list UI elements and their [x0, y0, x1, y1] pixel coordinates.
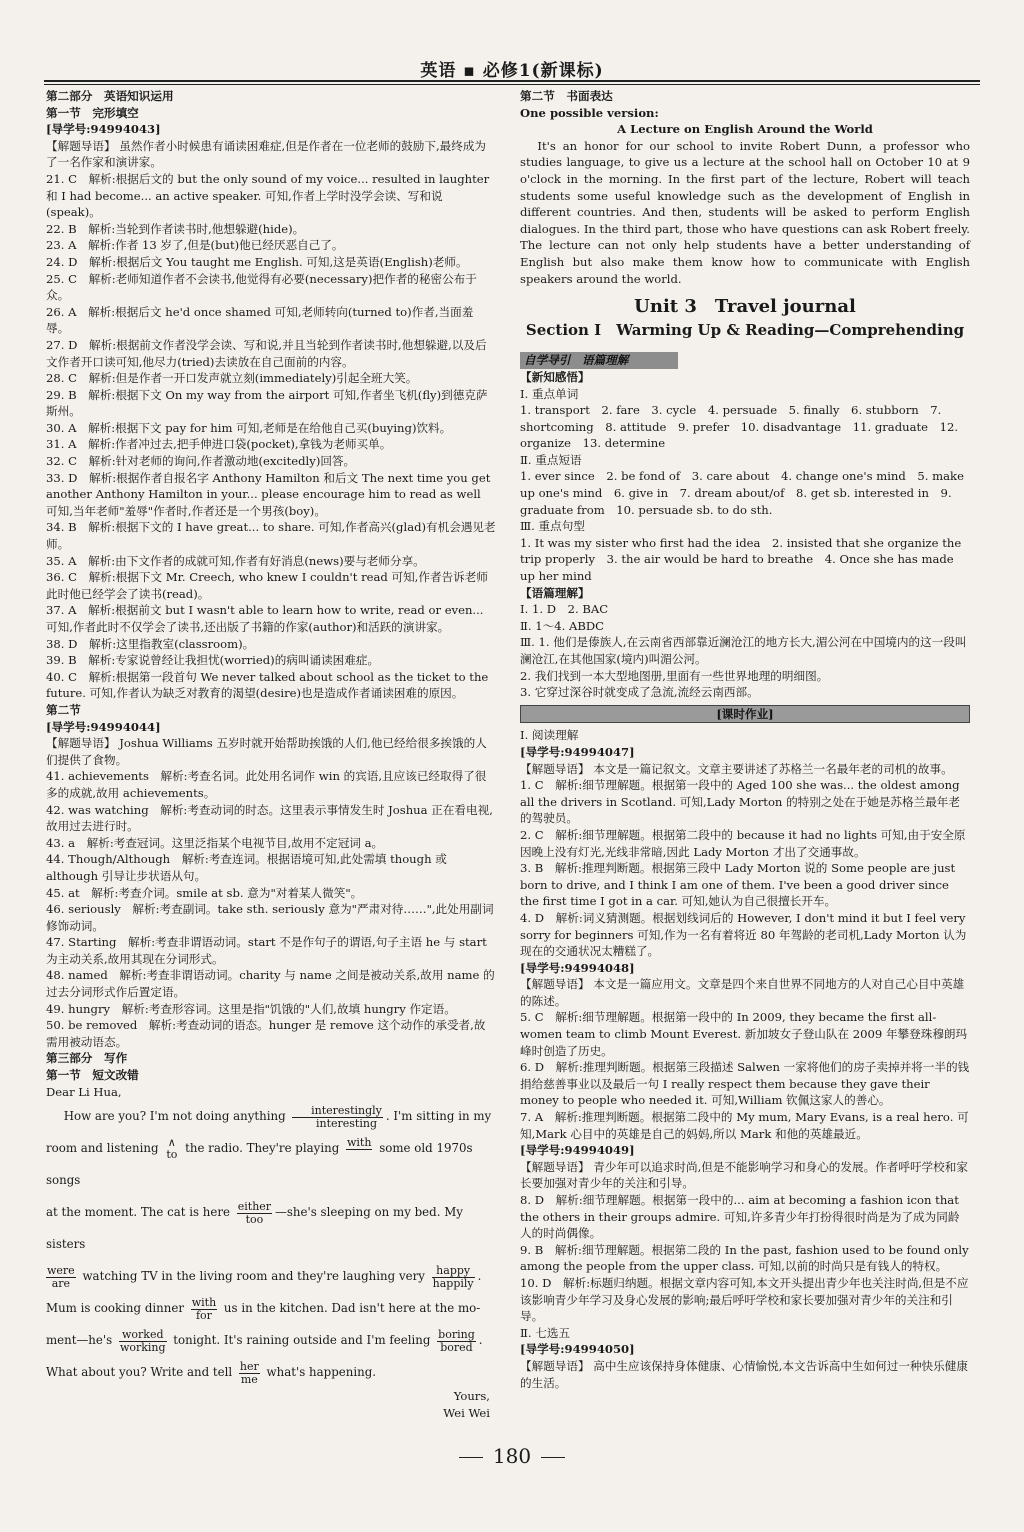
letter-line [46, 1196, 496, 1260]
correction [346, 1137, 372, 1162]
sub-heading: Ⅱ. 重点短语 [520, 452, 582, 467]
guide-number: [导学号:94994049] [520, 1143, 635, 1158]
right-column [520, 88, 970, 1391]
letter-text: What about you? Write and tell [46, 1365, 233, 1380]
correction-original: ∧ [167, 1136, 176, 1150]
answer-item: 46. seriously 解析:考查副词。take sth. seriously 意为"严肃对待……",此处用副词修饰动词。 [46, 902, 494, 933]
letter-text: Mum is cooking dinner [46, 1301, 184, 1316]
page-number-dash [459, 1457, 483, 1458]
self-study-bar: 自学导引 语篇理解 [520, 352, 678, 369]
guide-number: [导学号:94994044] [46, 719, 161, 734]
answer-item: 1. C 解析:细节理解题。根据第一段中的 Aged 100 she was... the oldest among all the drivers in Scotland. 可知,Lady Morton 的特别之处在于她是苏格兰最年老的驾驶员。 [520, 778, 960, 826]
letter-text: the radio. They're playing [185, 1141, 340, 1156]
answer-item: 2. C 解析:细节理解题。根据第二段中的 because it had no lights 可知,由于安全原因晚上没有灯光,光线非常暗,因此 Lady Morton 才出了交通事故。 [520, 827, 966, 859]
correction-fix: bored [440, 1340, 473, 1354]
correction-fix: are [51, 1276, 71, 1290]
correction-original: were [47, 1263, 75, 1277]
guide-number: [导学号:94994047] [520, 744, 635, 759]
letter-closing: Yours, [453, 1389, 490, 1404]
correction [237, 1201, 272, 1226]
answer-item: 23. A 解析:作者 13 岁了,但是(but)他已经厌恶自己了。 [46, 238, 344, 253]
correction [119, 1329, 167, 1354]
answer-item: 45. at 解析:考查介词。smile at sb. 意为"对着某人微笑"。 [46, 885, 363, 900]
correction-fix [346, 1150, 372, 1162]
phrase-list: 1. ever since 2. be fond of 3. care about 4. change one's mind 5. make up one's mind 6. give in 7. dream about/of 8. get sb. interested in 9. graduate from 10. persuade sb. to do sth. [520, 469, 964, 517]
page-number-dash [541, 1457, 565, 1458]
page-header [44, 50, 980, 90]
guide-number: [导学号:94994043] [46, 122, 161, 137]
guide-number: [导学号:94994050] [520, 1342, 635, 1357]
answer-item: 8. D 解析:细节理解题。根据第一段中的... aim at becoming a fashion icon that the others in their groups admire. 可知,许多青少年打扮得很时尚是为了成为同龄人的时尚偶像。 [520, 1193, 960, 1241]
lead-note: 【解题导语】 虽然作者小时候患有诵读困难症,但是作者在一位老师的鼓励下,最终成为了一名作家和演讲家。 [46, 138, 487, 170]
answer-item: 32. C 解析:针对老师的询问,作者激动地(excitedly)回答。 [46, 454, 356, 469]
letter-line [46, 1356, 496, 1388]
correction-fix: interesting [315, 1116, 377, 1130]
header-rule [44, 80, 980, 82]
section-heading: 第二节 书面表达 [520, 89, 613, 103]
answer-item: 22. B 解析:当轮到作者读书时,他想躲避(hide)。 [46, 221, 305, 236]
correction-fix: working [119, 1340, 166, 1354]
answer-item: 50. be removed 解析:考查动词的语态。hunger 是 remove 这个动作的承受者,故需用被动语态。 [46, 1018, 486, 1049]
header-rule-thin [44, 84, 980, 85]
letter-text: what's happening. [266, 1365, 377, 1380]
answer-item: 41. achievements 解析:考查名词。此处用名词作 win 的宾语,且应该已经取得了很多的成就,故用 achievements。 [46, 769, 487, 800]
essay-title: A Lecture on English Around the World [617, 122, 873, 137]
answer-item: 37. A 解析:根据前文 but I wasn't able to learn how to write, read or even... 可知,作者此时不仅学会了读书,还出版了书籍的作家(author)和活跃的演讲家。 [46, 603, 484, 634]
letter-text: —she's sleeping on my bed. My sisters [46, 1205, 463, 1252]
answer-item: Ⅰ. 1. D 2. BAC [520, 602, 609, 617]
letter-line [46, 1292, 496, 1324]
section-heading: 第一节 短文改错 [46, 1068, 139, 1083]
sub-heading: Ⅱ. 七选五 [520, 1325, 571, 1340]
correction-original: either [237, 1199, 272, 1213]
guide-number: [导学号:94994048] [520, 960, 635, 975]
correction-fix: me [240, 1372, 258, 1386]
sub-heading: Ⅰ. 重点单词 [520, 386, 579, 401]
answer-item: 4. D 解析:词义猜测题。根据划线词后的 However, I don't mind it but I feel very sorry for beginners 可知,作为一名有着将近 80 年驾龄的老司机,Lady Morton 认为现在的交通状况太糟糕了。 [520, 910, 967, 959]
letter-text: us in the kitchen. Dad isn't here at the mo- [223, 1301, 481, 1316]
answer-item: 7. A 解析:推理判断题。根据第二段中的 My mum, Mary Evans, is a real hero. 可知,Mark 心目中的英雄是自己的妈妈,所以 Mark 和他的英雄最近。 [520, 1110, 969, 1141]
letter-line [46, 1132, 496, 1196]
answer-item: 10. D 解析:标题归纳题。根据文章内容可知,本文开头提出青少年也关注时尚,但是不应该影响青少年学习及身心发展的影响;最后呼吁学校和家长要加强对青少年的关注和引导。 [520, 1275, 969, 1324]
answer-item: 42. was watching 解析:考查动词的时态。这里表示事情发生时 Joshua 正在看电视,故用过去进行时。 [46, 802, 493, 834]
answer-item: 30. A 解析:根据下文 pay for him 可知,老师是在给他自己买(buying)饮料。 [46, 420, 452, 435]
correction-fix: for [195, 1308, 212, 1322]
correction-fix: too [245, 1212, 264, 1226]
page-number [0, 1444, 1024, 1468]
answer-item: Ⅱ. 1～4. ABDC [520, 618, 605, 633]
section-heading: 第一节 完形填空 [46, 105, 139, 120]
lead-note: 【解题导语】 青少年可以追求时尚,但是不能影响学习和身心的发展。作者呼吁学校和家长要加强对青少年的关注和引导。 [520, 1159, 968, 1191]
correction [46, 1265, 76, 1290]
letter-text: at the moment. The cat is here [46, 1205, 230, 1220]
unit-title: Unit 3 Travel journal [634, 296, 856, 318]
sub-heading: 【新知感悟】 [520, 369, 590, 384]
correction-original: interestingly [292, 1105, 382, 1118]
answer-item: 9. B 解析:细节理解题。根据第二段的 In the past, fashion used to be found only among the people from the upper class. 可知,以前的时尚只是有钱人的特权。 [520, 1242, 969, 1274]
letter-text: tonight. It's raining outside and I'm feeling [173, 1333, 431, 1348]
header-title: 英语 ▪ 必修1(新课标) [420, 61, 604, 81]
correction [191, 1297, 217, 1322]
lead-note: 【解题导语】 本文是一篇应用文。文章是四个来自世界不同地方的人对自己心目中英雄的陈述。 [520, 977, 965, 1008]
lead-note: 【解题导语】 高中生应该保持身体健康、心情愉悦,本文告诉高中生如何过一种快乐健康的生活。 [520, 1358, 968, 1390]
correction-original: with [191, 1295, 217, 1309]
answer-item: 5. C 解析:细节理解题。根据第一段中的 In 2009, they became the first all-women team to climb Mount Everest. 新加坡女子登山队在 2009 年攀登珠穆朗玛峰时创造了历史。 [520, 1010, 968, 1058]
letter-line: ment—he's worked working tonight. It's raining outside and I'm feeling boring bored . [46, 1327, 483, 1354]
sub-heading: Ⅲ. 重点句型 [520, 519, 585, 534]
letter-line: were are watching TV in the living room and they're laughing very happy happily . [47, 1263, 482, 1290]
letter-text: ment—he's [46, 1333, 113, 1348]
section-heading: 第二节 [46, 702, 81, 717]
letter-signature: Wei Wei [443, 1406, 490, 1421]
correction-original: worked [119, 1329, 167, 1342]
answer-item: 31. A 解析:作者冲过去,把手伸进口袋(pocket),拿钱为老师买单。 [46, 437, 392, 452]
left-column [46, 88, 496, 1422]
answer-item: 34. B 解析:根据下文的 I have great... to share. 可知,作者高兴(glad)有机会遇见老师。 [46, 520, 496, 552]
answer-item: 26. A 解析:根据后文 he'd once shamed 可知,老师转向(turned to)作者,当面羞辱。 [46, 304, 474, 336]
answer-item: 25. C 解析:老师知道作者不会读书,他觉得有必要(necessary)把作者的秘密公布于众。 [46, 271, 477, 303]
essay-body: It's an honor for our school to invite Robert Dunn, a professor who studies language, to give us a lecture at the school hall on October 10 at 9 o'clock in the morning. In the first part of the lecture, Robert will teach students some useful knowledge such as the development of English in different countries. And then, students will be asked to perform English dialogues. In the third part, those who have questions can ask Robert freely. The lecture can not only help students have a better understanding of English but also make them know how to communicate with English speakers around the world. [520, 138, 970, 286]
answer-item: 40. C 解析:根据第一段首句 We never talked about school as the ticket to the future. 可知,作者认为缺乏对教育的渴望(desire)也是造成作者诵读困难的原因。 [46, 669, 489, 701]
answer-item: 27. D 解析:根据前文作者没学会读、写和说,并且当轮到作者读书时,他想躲避,以及后文作者开口读可知,他尽力(tried)去读放在自己面前的内容。 [46, 337, 487, 369]
answer-item: 39. B 解析:专家说曾经让我担忧(worried)的病叫诵读困难症。 [46, 653, 380, 668]
answer-item: 48. named 解析:考查非谓语动词。charity 与 name 之间是被动关系,故用 name 的过去分词形式作后置定语。 [46, 968, 495, 1000]
section-title: Section Ⅰ Warming Up & Reading—Comprehending [525, 320, 965, 339]
sub-heading: 【语篇理解】 [520, 585, 590, 600]
version-label: One possible version: [520, 105, 659, 120]
sub-heading: Ⅰ. 阅读理解 [520, 728, 579, 743]
letter-text: some old 1970s songs [46, 1141, 473, 1188]
letter-text: How are you? I'm not doing anything [63, 1109, 286, 1124]
correction-original: with [347, 1135, 372, 1149]
correction-original: boring [438, 1327, 475, 1341]
correction [432, 1265, 475, 1290]
correction [437, 1329, 476, 1354]
part-heading: 第三部分 写作 [46, 1051, 128, 1066]
letter-line [46, 1100, 496, 1132]
correction [165, 1137, 178, 1161]
answer-item: 21. C 解析:根据后文的 but the only sound of my voice... resulted in laughter 和 I had become... an active speaker. 可知,作者上学时没学会读、写和说(speak)。 [46, 171, 490, 220]
answer-item: 3. 它穿过深谷时就变成了急流,流经云南西部。 [520, 685, 759, 700]
corrected-letter [46, 1100, 496, 1388]
sentence-list: 1. It was my sister who first had the idea 2. insisted that she organize the trip properly 3. the air would be hard to breathe 4. Once she has made up her mind [520, 535, 962, 584]
correction-original: her [239, 1359, 259, 1373]
answer-item: 33. D 解析:根据作者自报名字 Anthony Hamilton 和后文 The next time you get another Anthony Hamilton in your... please encourage him to read as well 可知,当年老师"羞辱"作者时,作者还是一个男孩(boy)。 [46, 470, 491, 518]
answer-item: 29. B 解析:根据下文 On my way from the airport 可知,作者坐飞机(fly)到德克萨斯州。 [46, 387, 488, 419]
correction-fix: happily [432, 1276, 474, 1290]
answer-item: 24. D 解析:根据后文 You taught me English. 可知,这是英语(English)老师。 [46, 254, 468, 269]
lead-note: 【解题导语】 Joshua Williams 五岁时就开始帮助挨饿的人们,他已经给很多挨饿的人们提供了食物。 [46, 736, 487, 767]
correction [292, 1105, 382, 1130]
correction-fix: to [166, 1148, 178, 1162]
letter-text: watching TV in the living room and they're laughing very [82, 1269, 425, 1284]
letter-text: room and listening [46, 1141, 159, 1156]
answer-item: 36. C 解析:根据下文 Mr. Creech, who knew I couldn't read 可知,作者告诉老师此时他已经学会了读书(read)。 [46, 570, 488, 601]
answer-item: 47. Starting 解析:考查非谓语动词。start 不是作句子的谓语,句子主语 he 与 start 为主动关系,故用其现在分词形式。 [46, 935, 487, 966]
homework-bar: [课时作业] [520, 705, 970, 724]
answer-item: 49. hungry 解析:考查形容词。这里是指"饥饿的"人们,故填 hungry 作定语。 [46, 1001, 456, 1016]
answer-item: 35. A 解析:由下文作者的成就可知,作者有好消息(news)要与老师分享。 [46, 553, 425, 568]
page-number-text: 180 [492, 1444, 532, 1468]
vocab-list: 1. transport 2. fare 3. cycle 4. persuade 5. finally 6. stubborn 7. shortcoming 8. attitude 9. prefer 10. disadvantage 11. graduate 12. organize 13. determine [520, 403, 959, 451]
letter-text: . I'm sitting in my [385, 1109, 492, 1124]
answer-item: 3. B 解析:推理判断题。根据第三段中 Lady Morton 说的 Some people are just born to drive, and I think I am one of them. I've been a good driver since the first time I got in a car. 可知,她认为自己很擅长开车。 [520, 861, 956, 909]
answer-item: 2. 我们找到一本大型地图册,里面有一些世界地理的明细图。 [520, 668, 829, 683]
part-heading: 第二部分 英语知识运用 [46, 89, 174, 103]
correction-original: happy [432, 1265, 475, 1278]
letter-salutation: Dear Li Hua, [46, 1084, 122, 1099]
answer-item: 43. a 解析:考查冠词。这里泛指某个电视节目,故用不定冠词 a。 [46, 835, 384, 850]
answer-item: 28. C 解析:但是作者一开口发声就立刻(immediately)引起全班大笑。 [46, 371, 418, 386]
answer-item: 38. D 解析:这里指教室(classroom)。 [46, 636, 255, 651]
answer-item: 6. D 解析:推理判断题。根据第三段描述 Salwen 一家将他们的房子卖掉并将一半的钱捐给慈善事业以及最后一句 I really respect them because they gave their money to people who needed it. 可知,William 钦佩这家人的善心。 [520, 1060, 970, 1108]
answer-item: Ⅲ. 1. 他们是傣族人,在云南省西部靠近澜沧江的地方长大,湄公河在中国境内的这一段叫澜沧江,在其他国家(境内)叫湄公河。 [520, 635, 967, 666]
lead-note: 【解题导语】 本文是一篇记叙文。文章主要讲述了苏格兰一名最年老的司机的故事。 [520, 761, 953, 776]
answer-item: 44. Though/Although 解析:考查连词。根据语境可知,此处需填 though 或 although 引导让步状语从句。 [46, 852, 447, 883]
correction [239, 1361, 260, 1386]
